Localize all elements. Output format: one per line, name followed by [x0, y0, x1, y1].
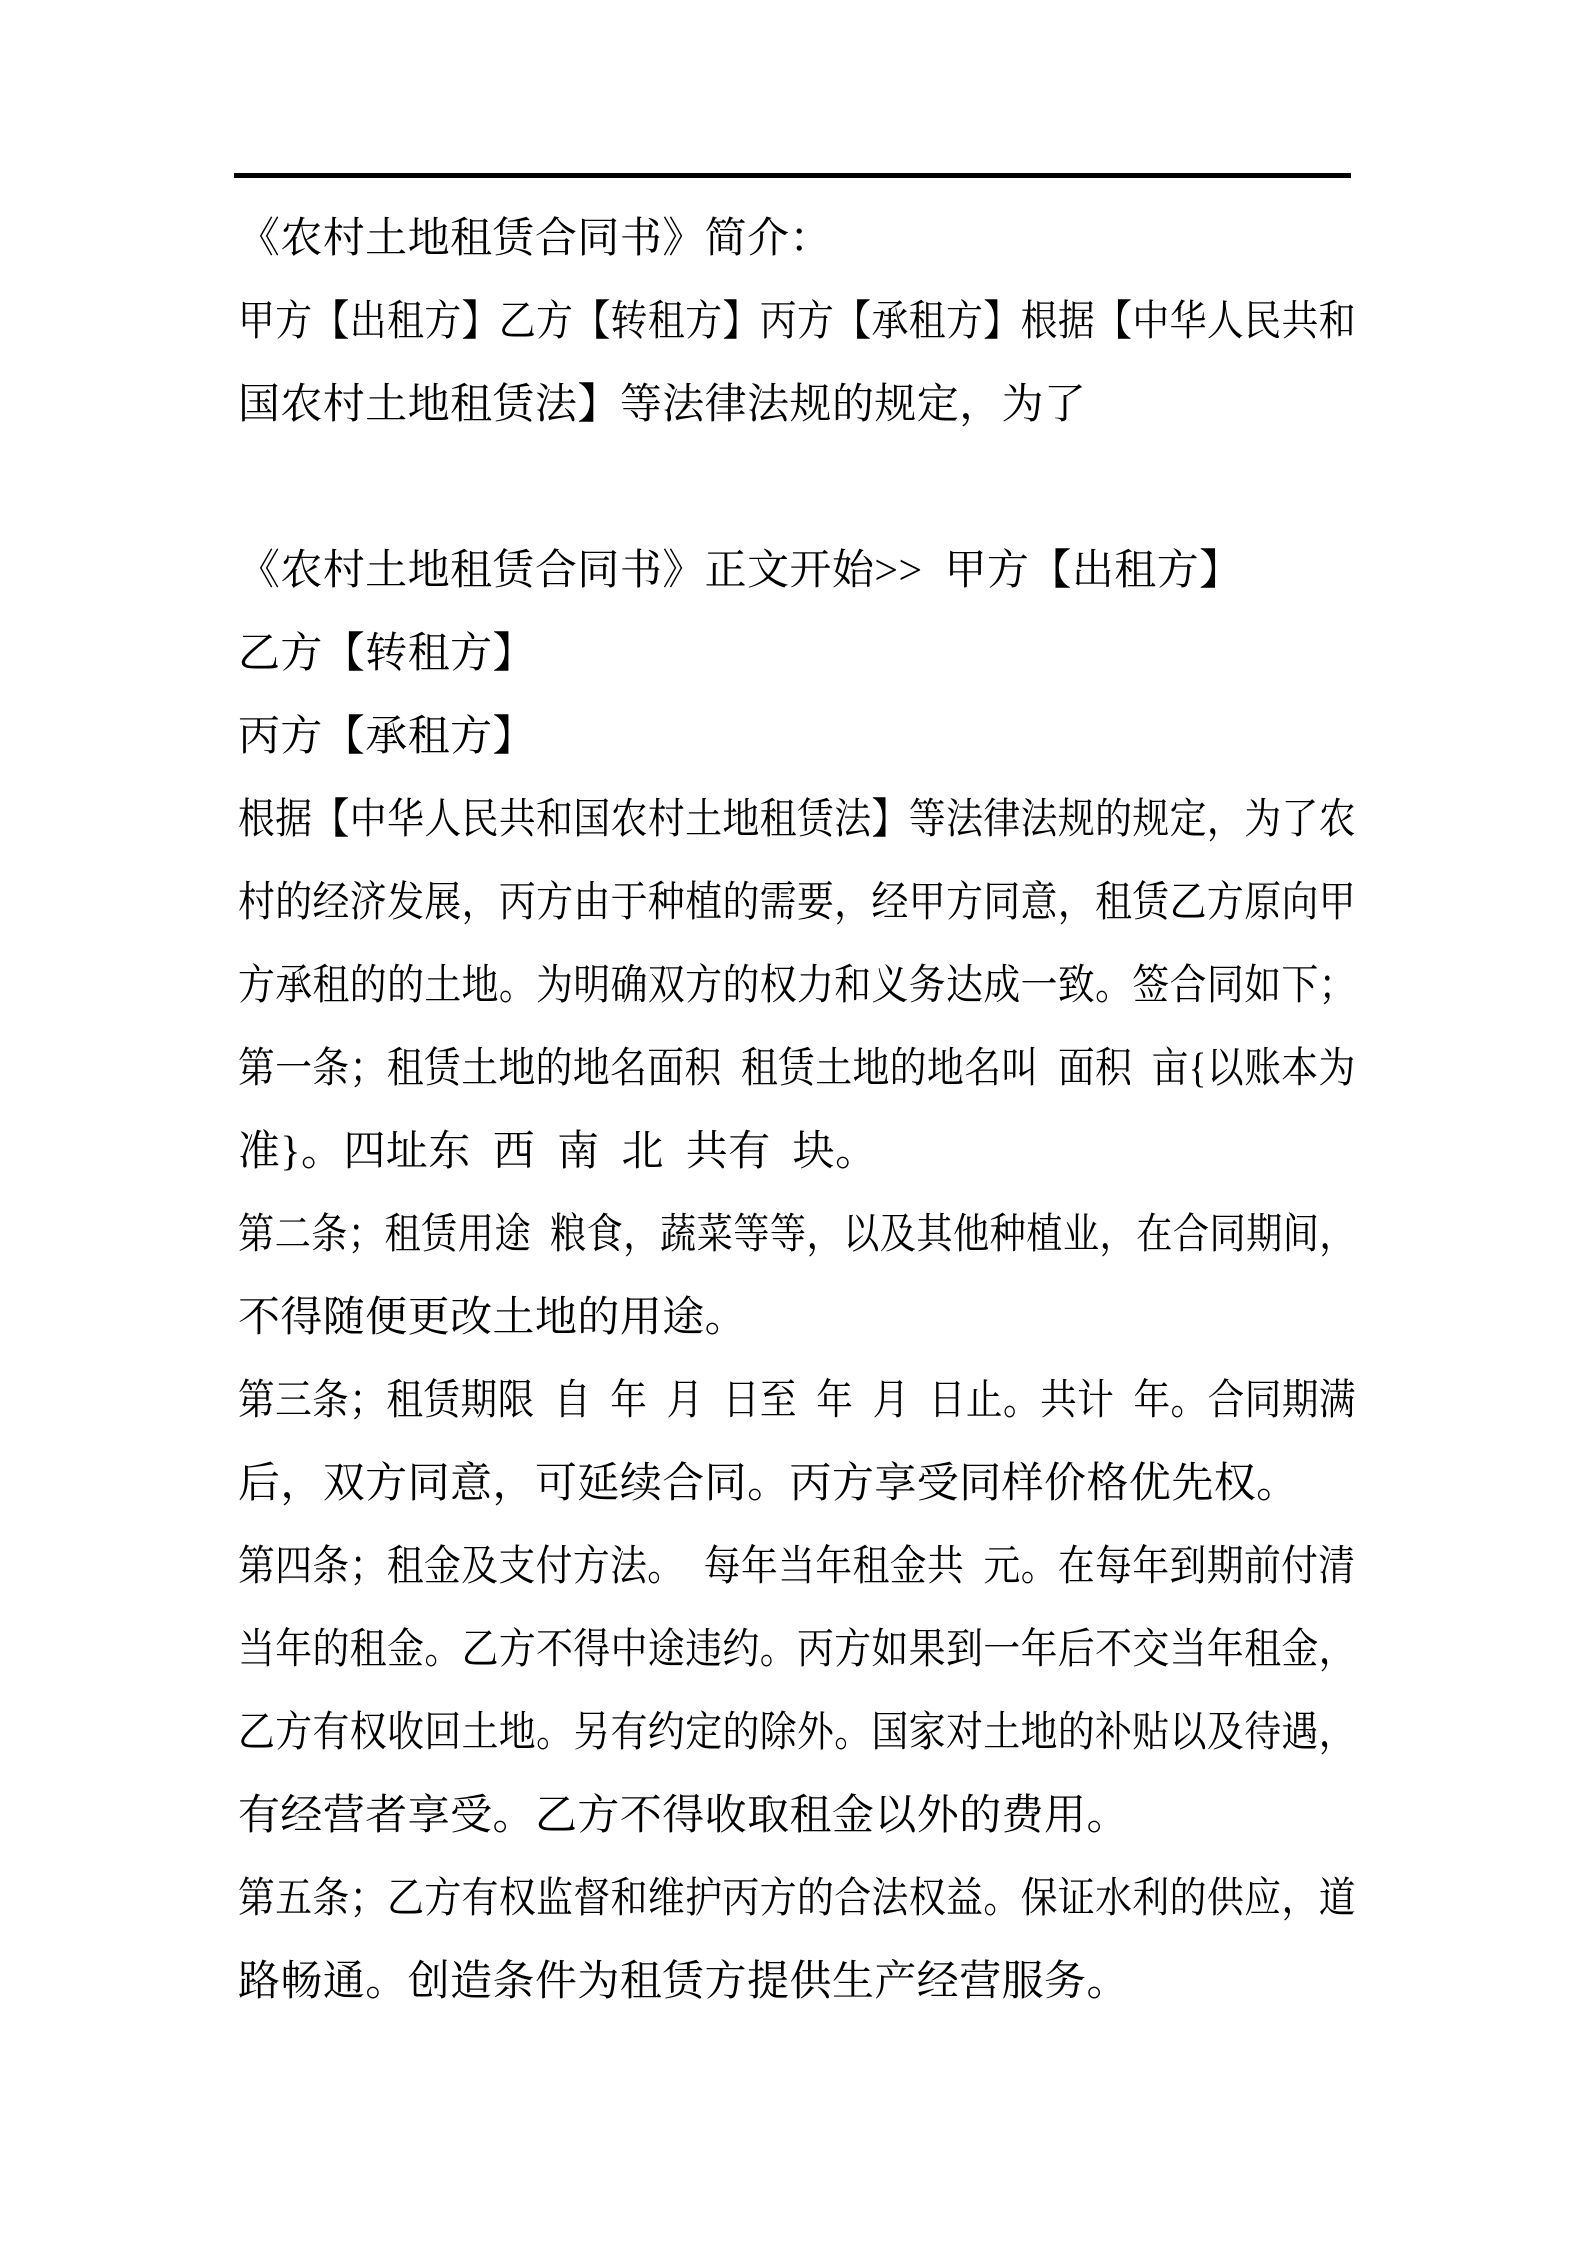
text-line: 第一条；租赁土地的地名面积 租赁土地的地名叫 面积 亩{以账本为	[238, 1046, 1356, 1092]
text-line: 方承租的的土地。为明确双方的权力和义务达成一致。签合同如下；	[238, 963, 1357, 1009]
text-line: 有经营者享受。乙方不得收取租金以外的费用。	[238, 1793, 1129, 1839]
text-line: 路畅通。创造条件为租赁方提供生产经营服务。	[238, 1959, 1129, 2005]
text-line: 乙方【转租方】	[238, 631, 535, 677]
text-line: 第四条；租金及支付方法。 每年当年租金共 元。在每年到期前付清	[238, 1544, 1356, 1590]
text-line: 不得随便更改土地的用途。	[238, 1295, 748, 1341]
text-line: 准}。四址东 西 南 北 共有 块。	[238, 1129, 878, 1175]
text-line: 国农村土地租赁法】等法律法规的规定，为了	[238, 382, 1087, 428]
text-line: 根据【中华人民共和国农村土地租赁法】等法律法规的规定，为了农	[238, 797, 1357, 843]
text-line: 乙方有权收回土地。另有约定的除外。国家对土地的补贴以及待遇，	[238, 1710, 1357, 1756]
text-line: 第三条；租赁期限 自 年 月 日至 年 月 日止。共计 年。合同期满	[238, 1378, 1357, 1424]
text-line	[238, 447, 1356, 530]
contract-text	[238, 198, 1358, 2024]
text-line: 《农村土地租赁合同书》正文开始>> 甲方【出租方】	[238, 548, 1242, 594]
text-line: 村的经济发展，丙方由于种植的需要，经甲方同意，租赁乙方原向甲	[238, 880, 1357, 926]
text-line: 《农村土地租赁合同书》简介：	[238, 216, 832, 262]
text-line: 甲方【出租方】乙方【转租方】丙方【承租方】根据【中华人民共和	[238, 299, 1357, 345]
text-line: 第五条；乙方有权监督和维护丙方的合法权益。保证水利的供应，道	[238, 1876, 1357, 1922]
header-rule	[234, 173, 1351, 178]
text-line: 丙方【承租方】	[238, 714, 535, 760]
text-line: 当年的租金。乙方不得中途违约。丙方如果到一年后不交当年租金，	[238, 1627, 1357, 1673]
text-line: 后，双方同意，可延续合同。丙方享受同样价格优先权。	[238, 1461, 1299, 1507]
text-line: 第二条；租赁用途 粮食，蔬菜等等，以及其他种植业，在合同期间，	[238, 1212, 1357, 1258]
